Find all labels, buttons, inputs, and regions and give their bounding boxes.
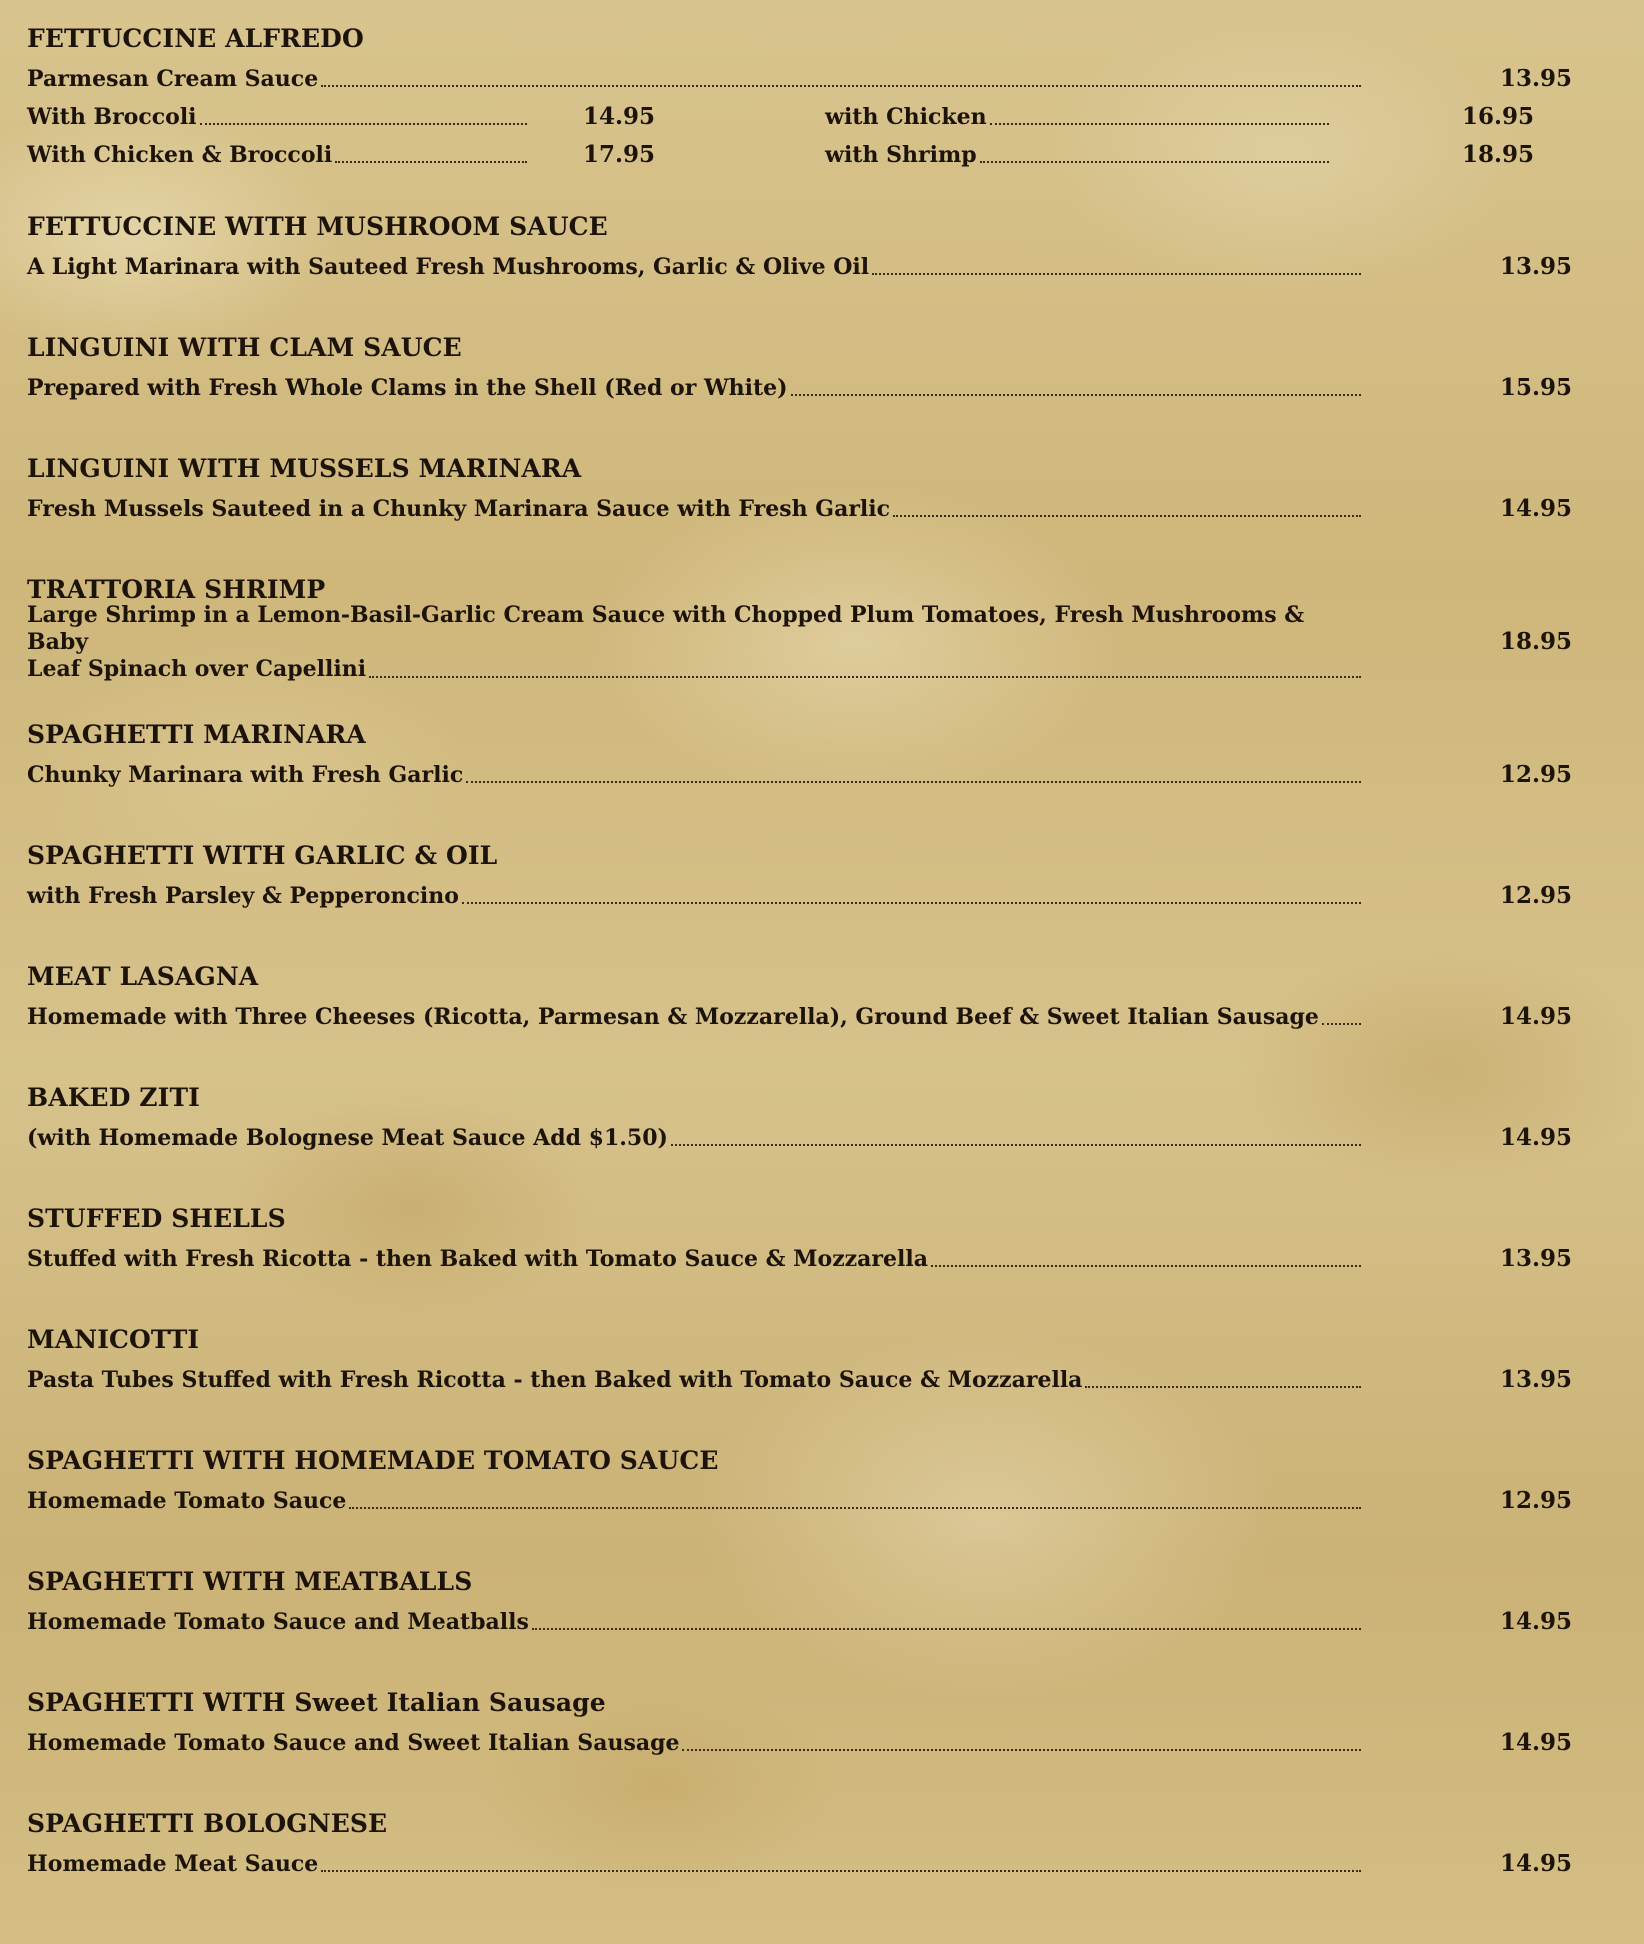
dot-leader [980,161,1329,163]
menu-item-baked-ziti [27,1081,1572,1202]
item-price: 18.95 [1499,628,1572,655]
item-price: 13.95 [1499,65,1572,92]
item-row [27,1478,1572,1516]
item-description: Chunky Marinara with Fresh Garlic [27,762,464,788]
item-description: Prepared with Fresh Whole Clams in the Shell (Red or White) [27,375,788,401]
dot-leader [335,161,527,163]
item-title: SPAGHETTI WITH Sweet Italian Sausage [27,1688,606,1717]
item-row [27,1115,1572,1153]
item-description: Parmesan Cream Sauce [27,66,319,92]
item-title: SPAGHETTI WITH MEATBALLS [27,1567,473,1596]
option-price: 16.95 [1461,103,1534,130]
item-description: Fresh Mussels Sauteed in a Chunky Marinara Sauce with Fresh Garlic [27,496,891,522]
menu-item-spaghetti-sausage [27,1686,1572,1807]
item-price: 14.95 [1499,495,1572,522]
item-price: 14.95 [1499,1608,1572,1635]
item-title: LINGUINI WITH CLAM SAUCE [27,333,462,362]
dot-leader [1322,1023,1361,1025]
dot-leader [990,123,1329,125]
option-label: with Chicken [825,104,987,130]
menu-item-spaghetti-tomato-sauce [27,1444,1572,1565]
option-price: 17.95 [583,141,656,168]
menu-item-manicotti [27,1323,1572,1444]
item-title: STUFFED SHELLS [27,1204,286,1233]
option-price: 14.95 [583,103,656,130]
dot-leader [1085,1386,1361,1388]
description-line-2: Leaf Spinach over Capellini [27,655,367,682]
item-row [27,1236,1572,1274]
menu-item-linguini-clam [27,331,1572,452]
dot-leader [682,1749,1361,1751]
dot-leader [321,1870,1361,1872]
item-price: 13.95 [1499,1245,1572,1272]
item-description: Stuffed with Fresh Ricotta - then Baked with Tomato Sauce & Mozzarella [27,1246,928,1272]
dot-leader [532,1628,1361,1630]
item-title: FETTUCCINE WITH MUSHROOM SAUCE [27,212,608,241]
option-label: With Broccoli [27,104,197,130]
dot-leader [369,676,1361,678]
menu-item-fettuccine-alfredo [27,22,1572,210]
item-description [27,602,1361,683]
menu-item-trattoria-shrimp [27,573,1572,718]
item-row [27,873,1572,911]
item-price: 14.95 [1499,1124,1572,1151]
dot-leader [321,85,1361,87]
menu-item-spaghetti-marinara [27,718,1572,839]
item-price: 14.95 [1499,1850,1572,1877]
item-title: TRATTORIA SHRIMP [27,575,326,604]
item-row [27,1357,1572,1395]
item-title: LINGUINI WITH MUSSELS MARINARA [27,454,582,483]
item-row [27,1720,1572,1758]
option-with-broccoli [27,102,527,132]
description-line-1: Large Shrimp in a Lemon-Basil-Garlic Cream Sauce with Chopped Plum Tomatoes, Fresh Mushrooms & Baby [27,601,1305,655]
item-row [27,601,1572,682]
item-title: FETTUCCINE ALFREDO [27,24,364,53]
item-description: Homemade Tomato Sauce and Sweet Italian Sausage [27,1730,680,1756]
menu-item-spaghetti-bolognese [27,1807,1572,1887]
option-label: with Shrimp [825,142,977,168]
dot-leader [462,902,1361,904]
dot-leader [931,1265,1361,1267]
option-price-cell [583,102,673,132]
item-description: Homemade Tomato Sauce [27,1488,347,1514]
item-price: 13.95 [1499,1366,1572,1393]
option-with-shrimp [825,140,1329,170]
dot-leader [671,1144,1361,1146]
option-with-chicken-broccoli [27,140,527,170]
item-description: Pasta Tubes Stuffed with Fresh Ricotta - then Baked with Tomato Sauce & Mozzarella [27,1367,1083,1393]
option-row [27,94,1572,132]
item-row [27,752,1572,790]
menu-item-spaghetti-garlic-oil [27,839,1572,960]
item-price: 14.95 [1499,1003,1572,1030]
item-title: MEAT LASAGNA [27,962,259,991]
item-row [27,56,1572,94]
dot-leader [791,394,1361,396]
item-price: 13.95 [1499,253,1572,280]
option-price: 18.95 [1461,141,1534,168]
item-row [27,486,1572,524]
item-title: SPAGHETTI WITH GARLIC & OIL [27,841,498,870]
item-row [27,1599,1572,1637]
item-price: 15.95 [1499,374,1572,401]
menu-item-fettuccine-mushroom [27,210,1572,331]
option-price-cell [583,140,673,170]
item-row [27,365,1572,403]
item-price: 14.95 [1499,1729,1572,1756]
pasta-menu [27,22,1572,1887]
item-price: 12.95 [1499,761,1572,788]
dot-leader [200,123,527,125]
option-label: With Chicken & Broccoli [27,142,333,168]
item-row [27,1841,1572,1879]
item-title: SPAGHETTI BOLOGNESE [27,1809,388,1838]
dot-leader [872,273,1361,275]
item-title: SPAGHETTI MARINARA [27,720,366,749]
item-title: BAKED ZITI [27,1083,200,1112]
dot-leader [349,1507,1361,1509]
description-line-2-wrap [27,656,1361,683]
menu-item-meat-lasagna [27,960,1572,1081]
item-title: MANICOTTI [27,1325,200,1354]
item-description: Homemade Meat Sauce [27,1851,319,1877]
dot-leader [466,781,1361,783]
item-price: 12.95 [1499,882,1572,909]
option-with-chicken [825,102,1329,132]
item-price: 12.95 [1499,1487,1572,1514]
item-description: (with Homemade Bolognese Meat Sauce Add $1.50) [27,1125,668,1151]
item-description: A Light Marinara with Sauteed Fresh Mushrooms, Garlic & Olive Oil [27,254,870,280]
item-description: Homemade with Three Cheeses (Ricotta, Parmesan & Mozzarella), Ground Beef & Sweet Italian Sausage [27,1004,1319,1030]
option-row [27,132,1572,170]
menu-item-linguini-mussels [27,452,1572,573]
dot-leader [893,515,1361,517]
menu-item-stuffed-shells [27,1202,1572,1323]
item-description: Homemade Tomato Sauce and Meatballs [27,1609,529,1635]
item-row [27,244,1572,282]
menu-item-spaghetti-meatballs [27,1565,1572,1686]
item-title: SPAGHETTI WITH HOMEMADE TOMATO SAUCE [27,1446,719,1475]
item-row [27,994,1572,1032]
item-description: with Fresh Parsley & Pepperoncino [27,883,459,909]
